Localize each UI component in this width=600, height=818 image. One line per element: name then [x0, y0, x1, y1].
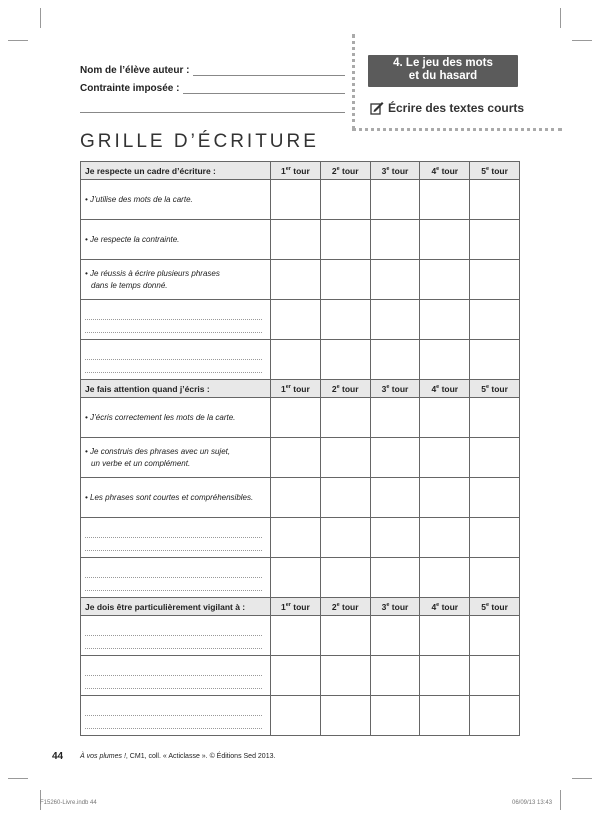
score-cell[interactable]	[420, 300, 470, 340]
score-cell[interactable]	[271, 616, 321, 656]
score-cell[interactable]	[370, 518, 420, 558]
criterion-row	[81, 180, 520, 220]
dotted-line	[85, 578, 262, 591]
crop-mark	[8, 778, 28, 779]
blank-criterion-row	[81, 696, 520, 736]
turn-label: tour	[389, 165, 409, 176]
criterion-row	[81, 220, 520, 260]
section-heading: Je dois être particulièrement vigilant à :	[81, 598, 271, 616]
turn-header	[320, 598, 370, 616]
author-label: Nom de l’élève auteur :	[80, 65, 190, 76]
turn-label: tour	[489, 601, 508, 612]
dotted-line	[85, 525, 262, 538]
turn-number: 3	[381, 383, 387, 394]
score-cell[interactable]	[470, 616, 520, 656]
score-cell[interactable]	[470, 398, 520, 438]
turn-number: 4	[431, 165, 437, 176]
constraint-label: Contrainte imposée :	[80, 83, 180, 94]
file-name: F15260-Livre.indb 44	[40, 800, 97, 806]
section-header-row	[81, 598, 520, 616]
criterion-line: • J’utilise des mots de la carte.	[85, 194, 193, 204]
dotted-line	[85, 565, 262, 578]
turn-header	[470, 598, 520, 616]
score-cell[interactable]	[420, 558, 470, 598]
constraint-field	[80, 76, 345, 94]
turn-suffix: e	[336, 383, 340, 390]
turn-number: 2	[331, 601, 337, 612]
score-cell[interactable]	[370, 656, 420, 696]
score-cell[interactable]	[420, 340, 470, 380]
blank-criterion[interactable]	[81, 518, 271, 558]
score-cell[interactable]	[420, 696, 470, 736]
score-cell[interactable]	[470, 558, 520, 598]
score-cell[interactable]	[320, 220, 370, 260]
score-cell[interactable]	[320, 438, 370, 478]
credit-text: , CM1, coll. « Acticlasse ». © Éditions Sed 2013.	[125, 753, 276, 760]
turn-suffix: er	[285, 601, 291, 608]
dotted-line	[85, 347, 262, 360]
dotted-line	[85, 360, 262, 373]
section-subtitle	[370, 101, 524, 115]
dotted-divider	[352, 34, 355, 130]
turn-suffix: e	[436, 165, 440, 172]
dotted-line	[85, 703, 262, 716]
score-cell[interactable]	[271, 558, 321, 598]
score-cell[interactable]	[470, 478, 520, 518]
blank-criterion-row	[81, 558, 520, 598]
score-cell[interactable]	[470, 220, 520, 260]
writing-grid	[80, 161, 520, 736]
section-heading: Je fais attention quand j’écris :	[81, 380, 271, 398]
turn-number: 5	[481, 165, 486, 176]
score-cell[interactable]	[271, 220, 321, 260]
book-title: À vos plumes !	[80, 753, 126, 760]
score-cell[interactable]	[320, 300, 370, 340]
turn-suffix: e	[386, 601, 390, 608]
score-cell[interactable]	[370, 180, 420, 220]
section-header-row	[81, 162, 520, 180]
score-cell[interactable]	[271, 340, 321, 380]
turn-suffix: e	[436, 383, 440, 390]
score-cell[interactable]	[470, 260, 520, 300]
score-cell[interactable]	[320, 398, 370, 438]
score-cell[interactable]	[370, 558, 420, 598]
turn-header	[370, 162, 420, 180]
criterion-line: • J’écris correctement les mots de la carte.	[85, 412, 236, 422]
score-cell[interactable]	[320, 696, 370, 736]
turn-number: 1	[280, 601, 286, 612]
crop-mark	[560, 8, 561, 28]
score-cell[interactable]	[420, 220, 470, 260]
blank-criterion[interactable]	[81, 616, 271, 656]
criterion-line: • Je construis des phrases avec un sujet,	[85, 446, 231, 456]
dotted-line	[85, 716, 262, 729]
criterion-text	[81, 220, 271, 260]
turn-label: tour	[439, 601, 459, 612]
footer-credit	[80, 753, 275, 760]
turn-suffix: e	[436, 601, 440, 608]
score-cell[interactable]	[271, 180, 321, 220]
turn-suffix: e	[386, 165, 390, 172]
score-cell[interactable]	[420, 438, 470, 478]
blank-criterion-row	[81, 518, 520, 558]
crop-mark	[40, 8, 41, 28]
blank-criterion[interactable]	[81, 558, 271, 598]
score-cell[interactable]	[370, 696, 420, 736]
subtitle-text: Écrire des textes courts	[388, 101, 525, 115]
blank-criterion[interactable]	[81, 300, 271, 340]
turn-number: 2	[331, 165, 337, 176]
turn-header	[470, 380, 520, 398]
score-cell[interactable]	[370, 340, 420, 380]
turn-number: 5	[481, 383, 486, 394]
page-number: 44	[52, 751, 64, 762]
turn-header	[470, 162, 520, 180]
criterion-row	[81, 478, 520, 518]
turn-label: tour	[290, 383, 310, 394]
turn-number: 2	[331, 383, 337, 394]
score-cell[interactable]	[271, 478, 321, 518]
turn-number: 5	[481, 601, 486, 612]
chapter-line1: 4. Le jeu des mots	[393, 57, 493, 69]
criterion-line: • Les phrases sont courtes et compréhensibles.	[85, 492, 254, 502]
criterion-text	[81, 438, 271, 478]
criterion-line: dans le temps donné.	[91, 280, 168, 290]
score-cell[interactable]	[370, 616, 420, 656]
turn-header	[320, 380, 370, 398]
score-cell[interactable]	[370, 300, 420, 340]
turn-label: tour	[339, 601, 359, 612]
score-cell[interactable]	[470, 180, 520, 220]
criterion-text	[81, 478, 271, 518]
criterion-row	[81, 260, 520, 300]
criterion-text	[81, 260, 271, 300]
blank-criterion[interactable]	[81, 696, 271, 736]
turn-label: tour	[389, 383, 409, 394]
criterion-text	[81, 180, 271, 220]
score-cell[interactable]	[470, 300, 520, 340]
score-cell[interactable]	[320, 656, 370, 696]
turn-suffix: e	[336, 601, 340, 608]
criterion-line: • Je respecte la contrainte.	[85, 234, 180, 244]
score-cell[interactable]	[470, 340, 520, 380]
score-cell[interactable]	[470, 438, 520, 478]
section-heading: Je respecte un cadre d’écriture :	[81, 162, 271, 180]
extra-line[interactable]	[80, 96, 345, 113]
turn-suffix: er	[285, 165, 291, 172]
dotted-line	[85, 663, 262, 676]
pencil-note-icon	[370, 101, 384, 115]
crop-mark	[560, 790, 561, 810]
student-fields	[80, 58, 345, 113]
score-cell[interactable]	[320, 518, 370, 558]
criterion-line: un verbe et un complément.	[91, 458, 191, 468]
score-cell[interactable]	[420, 616, 470, 656]
score-cell[interactable]	[370, 478, 420, 518]
turn-label: tour	[489, 383, 508, 394]
turn-suffix: e	[485, 383, 490, 390]
chapter-badge	[368, 55, 518, 87]
score-cell[interactable]	[420, 260, 470, 300]
score-cell[interactable]	[271, 518, 321, 558]
blank-criterion-row	[81, 300, 520, 340]
page-title: GRILLE D’ÉCRITURE	[80, 131, 319, 152]
blank-criterion[interactable]	[81, 340, 271, 380]
turn-label: tour	[389, 601, 409, 612]
score-cell[interactable]	[420, 180, 470, 220]
criterion-text	[81, 398, 271, 438]
turn-number: 3	[381, 601, 387, 612]
score-cell[interactable]	[320, 340, 370, 380]
blank-criterion-row	[81, 656, 520, 696]
turn-header	[370, 380, 420, 398]
turn-number: 4	[431, 601, 437, 612]
dotted-line	[85, 538, 262, 551]
turn-suffix: e	[336, 165, 340, 172]
turn-number: 4	[431, 383, 437, 394]
turn-label: tour	[339, 383, 359, 394]
turn-header	[271, 380, 321, 398]
blank-criterion-row	[81, 616, 520, 656]
blank-criterion-row	[81, 340, 520, 380]
turn-label: tour	[439, 383, 459, 394]
turn-header	[420, 380, 470, 398]
chapter-line2: et du hasard	[408, 70, 478, 82]
dotted-line	[85, 307, 262, 320]
score-cell[interactable]	[420, 478, 470, 518]
criterion-row	[81, 438, 520, 478]
score-cell[interactable]	[320, 558, 370, 598]
dotted-divider	[352, 128, 562, 131]
crop-mark	[572, 40, 592, 41]
score-cell[interactable]	[470, 696, 520, 736]
score-cell[interactable]	[271, 260, 321, 300]
dotted-line	[85, 636, 262, 649]
score-cell[interactable]	[271, 696, 321, 736]
turn-header	[420, 598, 470, 616]
turn-suffix: er	[285, 383, 291, 390]
turn-label: tour	[439, 165, 459, 176]
score-cell[interactable]	[420, 398, 470, 438]
constraint-line[interactable]	[183, 81, 345, 94]
turn-label: tour	[489, 165, 508, 176]
author-field	[80, 58, 345, 76]
blank-criterion[interactable]	[81, 656, 271, 696]
score-cell[interactable]	[470, 656, 520, 696]
dotted-line	[85, 623, 262, 636]
score-cell[interactable]	[420, 518, 470, 558]
crop-mark	[572, 778, 592, 779]
print-date: 06/09/13 13:43	[512, 800, 553, 806]
crop-mark	[8, 40, 28, 41]
score-cell[interactable]	[420, 656, 470, 696]
score-cell[interactable]	[370, 260, 420, 300]
turn-header	[420, 162, 470, 180]
turn-suffix: e	[485, 165, 490, 172]
score-cell[interactable]	[320, 260, 370, 300]
score-cell[interactable]	[320, 478, 370, 518]
turn-header	[271, 162, 321, 180]
score-cell[interactable]	[271, 438, 321, 478]
dotted-line	[85, 320, 262, 333]
turn-number: 1	[280, 383, 286, 394]
turn-suffix: e	[485, 601, 490, 608]
turn-label: tour	[339, 165, 359, 176]
score-cell[interactable]	[370, 398, 420, 438]
turn-header	[271, 598, 321, 616]
score-cell[interactable]	[370, 438, 420, 478]
turn-label: tour	[290, 601, 310, 612]
turn-label: tour	[290, 165, 310, 176]
score-cell[interactable]	[470, 518, 520, 558]
turn-header	[320, 162, 370, 180]
turn-number: 3	[381, 165, 387, 176]
author-line[interactable]	[193, 63, 345, 76]
dotted-line	[85, 676, 262, 689]
criterion-row	[81, 398, 520, 438]
score-cell[interactable]	[320, 616, 370, 656]
score-cell[interactable]	[370, 220, 420, 260]
score-cell[interactable]	[271, 300, 321, 340]
turn-suffix: e	[386, 383, 390, 390]
turn-number: 1	[280, 165, 286, 176]
score-cell[interactable]	[271, 656, 321, 696]
criterion-line: • Je réussis à écrire plusieurs phrases	[85, 268, 220, 278]
section-header-row	[81, 380, 520, 398]
score-cell[interactable]	[271, 398, 321, 438]
turn-header	[370, 598, 420, 616]
score-cell[interactable]	[320, 180, 370, 220]
